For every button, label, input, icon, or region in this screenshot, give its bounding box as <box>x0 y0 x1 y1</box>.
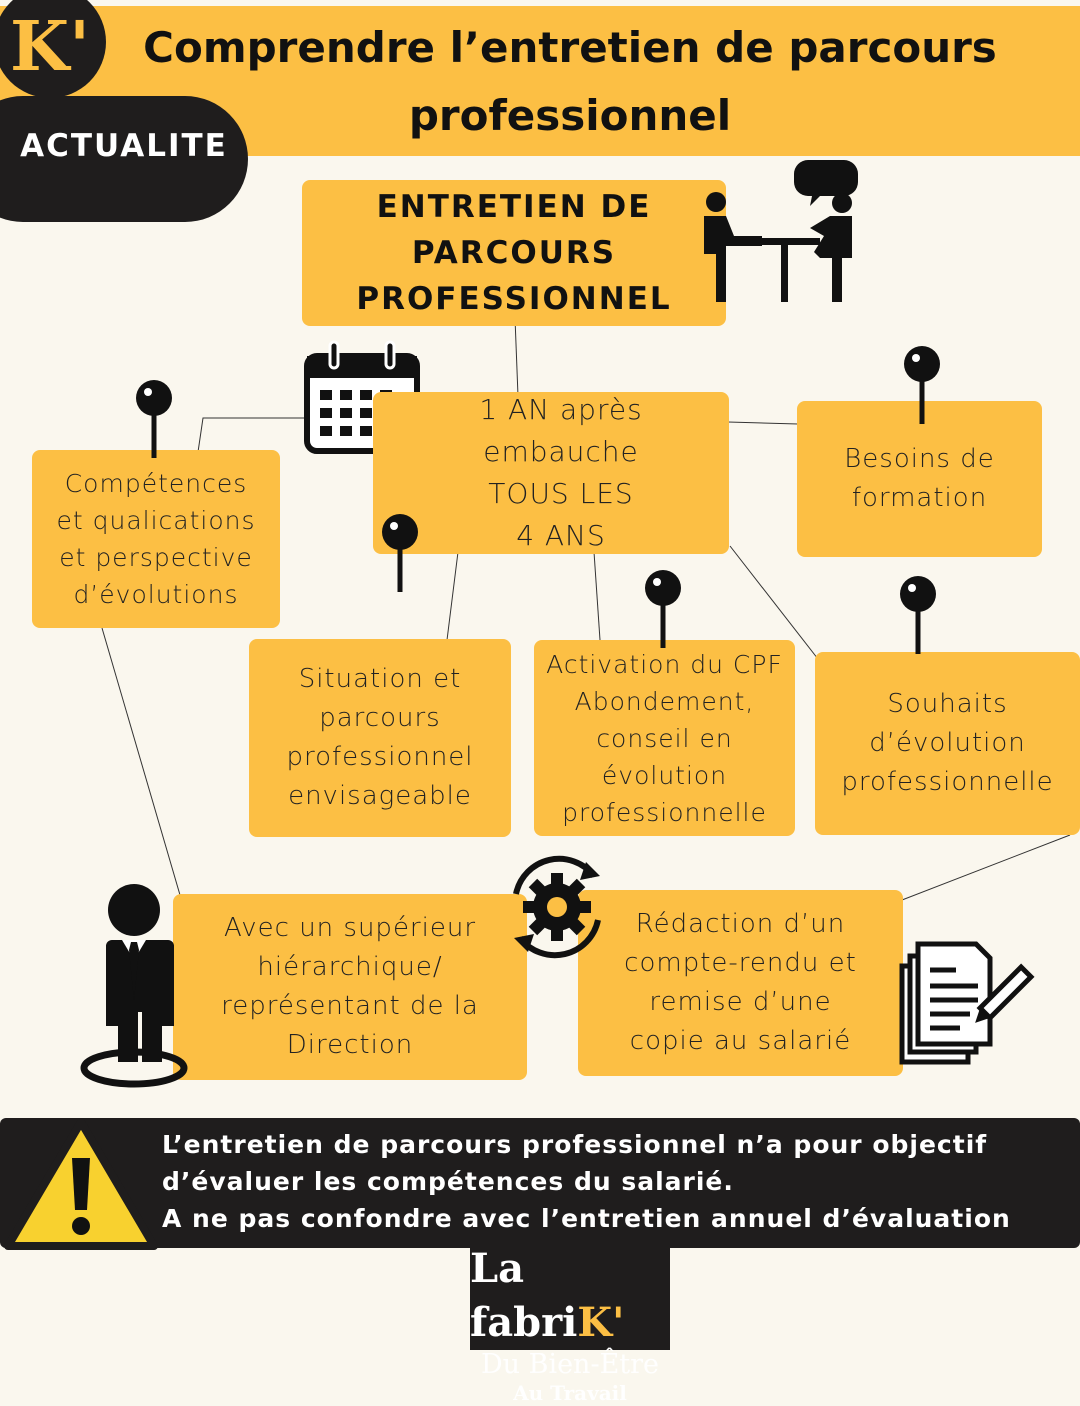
document-pen-icon <box>898 938 1038 1068</box>
page-title: Comprendre l’entretien de parcours professionnel <box>143 23 997 140</box>
connector-frequency-activation <box>594 552 600 640</box>
pin-icon <box>643 568 683 648</box>
meeting-icon <box>700 158 860 308</box>
footer-logo <box>470 1238 670 1405</box>
connector-frequency-situation <box>447 552 458 640</box>
main-box: ENTRETIEN DE PARCOURS PROFESSIONNEL <box>302 180 726 326</box>
pin-icon <box>380 512 420 592</box>
footer-brand-line1 <box>470 1242 670 1350</box>
souhaits-box: Souhaits d’évolution professionnelle <box>815 652 1080 835</box>
connector-frequency-competences <box>198 418 310 452</box>
superieur-box: Avec un supérieur hiérarchique/ représentant de la Direction <box>173 894 527 1080</box>
footer-brand-line3: Au Travail <box>513 1381 627 1405</box>
footer-brand-a: La fabri <box>470 1245 578 1346</box>
connector-main-frequency <box>515 318 518 396</box>
warning-icon <box>4 1116 158 1252</box>
logo-letter: K' <box>10 7 90 87</box>
competences-box: Compétences et qualications et perspective d’évolutions <box>32 450 280 628</box>
connector-competences-superieur <box>102 628 180 895</box>
warning-text: L’entretien de parcours professionnel n’a pour objectif d’évaluer les compétences du salarié. A ne pas confondre avec l’entretien annuel d’évaluation <box>162 1130 1011 1233</box>
situation-box: Situation et parcours professionnel envisageable <box>249 639 511 837</box>
pin-icon <box>134 378 174 458</box>
besoins-box: Besoins de formation <box>797 401 1042 557</box>
connector-souhaits-redaction <box>902 835 1070 900</box>
footer-brand-line2: Du Bien-Être <box>480 1349 660 1380</box>
businessman-icon <box>78 880 190 1090</box>
pin-icon <box>898 574 938 654</box>
frequency-box: 1 AN après embauche TOUS LES 4 ANS <box>373 392 729 554</box>
redaction-box: Rédaction d’un compte-rendu et remise d’une copie au salarié <box>578 890 903 1076</box>
pin-icon <box>902 344 942 424</box>
connector-frequency-besoins <box>728 422 798 424</box>
footer-brand-k: K' <box>577 1299 625 1346</box>
gear-cycle-icon <box>498 848 616 966</box>
tag-label: ACTUALITE <box>20 128 228 164</box>
activation-box: Activation du CPF Abondement, conseil en évolution professionnelle <box>534 640 795 836</box>
